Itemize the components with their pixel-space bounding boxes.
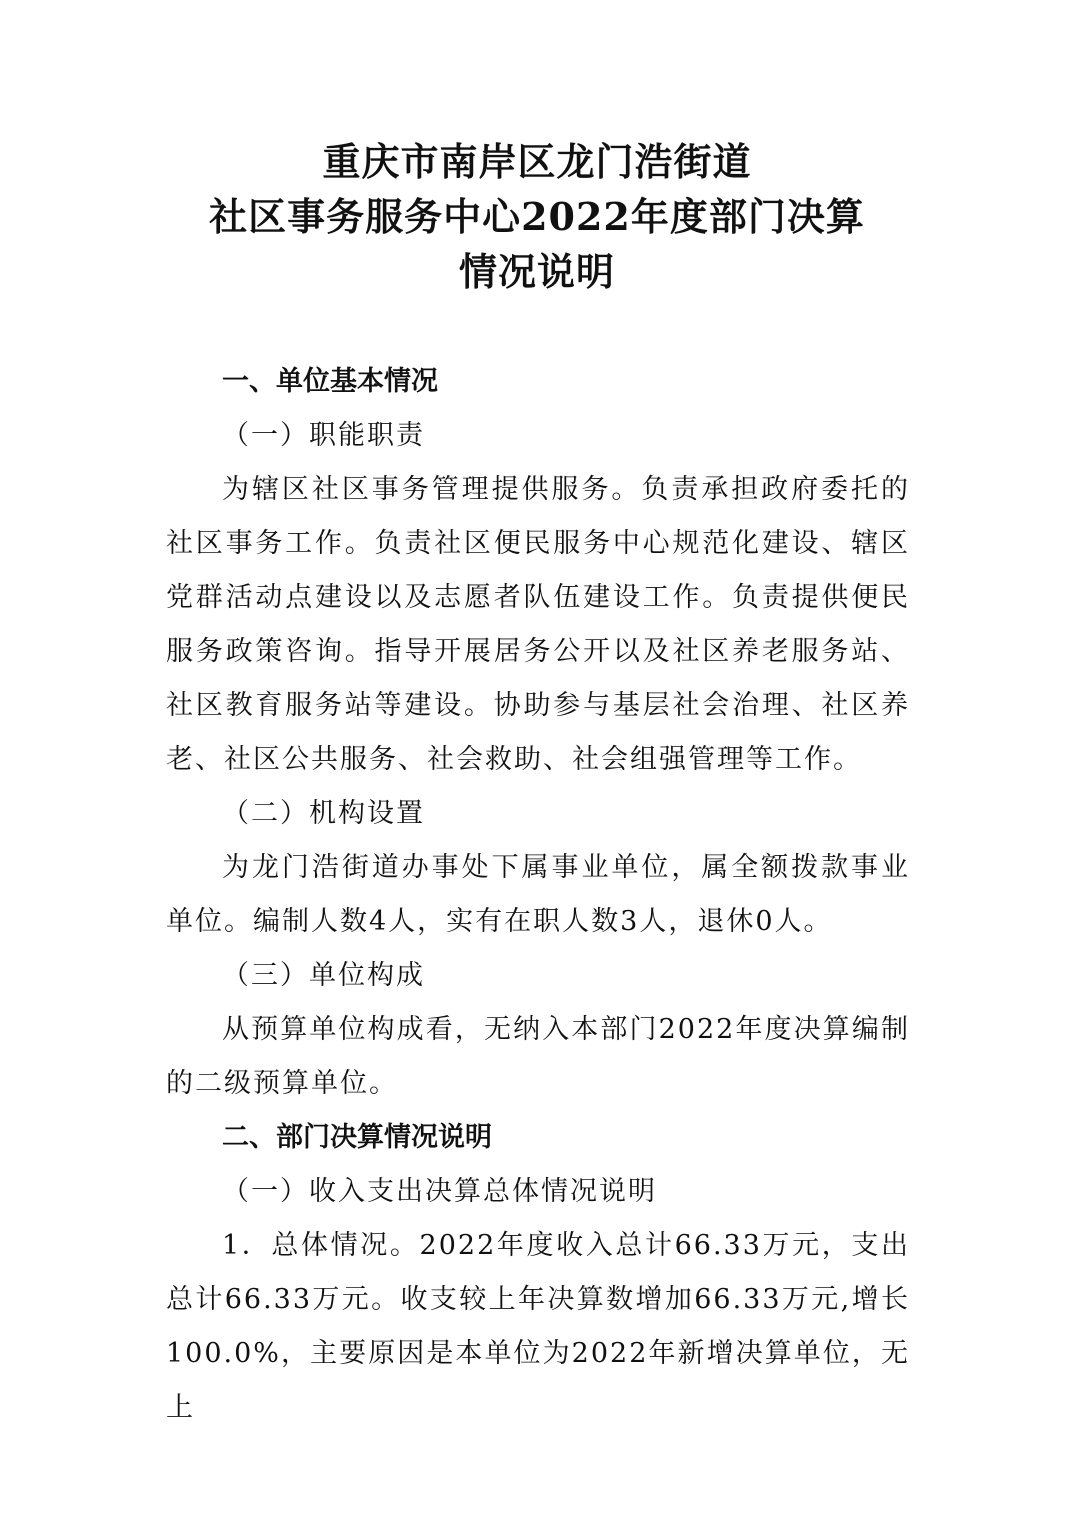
section-1-sub-3-paragraph: 从预算单位构成看，无纳入本部门2022年度决算编制的二级预算单位。: [166, 1014, 910, 1099]
section-1-sub-2-paragraph: 为龙门浩街道办事处下属事业单位，属全额拨款事业单位。编制人数4人，实有在职人数3人，退休0人。: [166, 852, 910, 937]
section-1-sub-1-paragraph: 为辖区社区事务管理提供服务。负责承担政府委托的社区事务工作。负责社区便民服务中心规范化建设、辖区党群活动点建设以及志愿者队伍建设工作。负责提供便民服务政策咨询。指导开展居务公开以及社区养老服务站、社区教育服务站等建设。协助参与基层社会治理、社区养老、社区公共服务、社会救助、社会组强管理等工作。: [166, 474, 910, 775]
document-title-line-1: 重庆市南岸区龙门浩街道: [322, 139, 752, 184]
section-2-sub-1-heading: （一）收入支出决算总体情况说明: [222, 1176, 657, 1207]
section-1-heading: 一、单位基本情况: [222, 366, 438, 397]
section-1-sub-1-heading: （一）职能职责: [222, 420, 425, 451]
section-2-heading: 二、部门决算情况说明: [222, 1122, 492, 1153]
document-title-line-2: 社区事务服务中心2022年度部门决算: [209, 194, 865, 239]
section-2-sub-1-paragraph: 1．总体情况。2022年度收入总计66.33万元，支出总计66.33万元。收支较上年决算数增加66.33万元,增长100.0%，主要原因是本单位为2022年新增决算单位，无上: [166, 1230, 910, 1423]
section-1-sub-2-heading: （二）机构设置: [222, 798, 425, 829]
section-1-sub-3-heading: （三）单位构成: [222, 960, 425, 991]
document-title-line-3: 情况说明: [458, 249, 615, 294]
